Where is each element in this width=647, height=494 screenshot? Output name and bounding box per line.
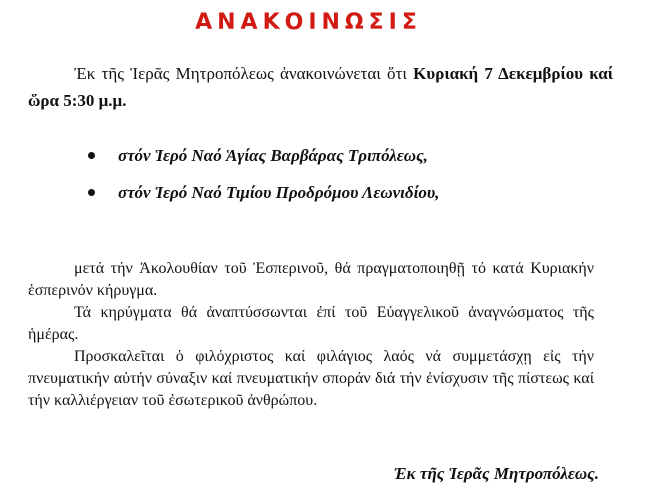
bullet-icon: [88, 189, 95, 196]
church-item: [88, 183, 439, 203]
body-text: [28, 258, 594, 412]
intro-text: Ἐκ τῆς Ἱερᾶς Μητροπόλεως ἀνακοινώνεται ὅτι: [74, 64, 414, 83]
announcement-title: ΑΝΑΚΟΙΝΩΣΙΣ: [195, 10, 422, 35]
paragraph: μετά τήν Ἀκολουθίαν τοῦ Ἑσπερινοῦ, θά πραγματοποιηθῇ τό κατά Κυριακήν ἑσπερινόν κήρυγμα.: [28, 260, 594, 299]
intro-date: Κυριακή 7 Δεκεμβρίου καί ὥρα 5:30 μ.μ.: [28, 64, 613, 110]
signature: Ἐκ τῆς Ἱερᾶς Μητροπόλεως.: [393, 464, 599, 483]
paragraph: Τά κηρύγματα θά ἀναπτύσσωνται ἐπί τοῦ Εὐαγγελικοῦ ἀναγνώσματος τῆς ἡμέρας.: [28, 304, 594, 343]
paragraph: Προσκαλεῖται ὁ φιλόχριστος καί φιλάγιος λαός νά συμμετάσχῃ εἰς τήν πνευματικήν αὐτήν σύναξιν καί πνευματικήν σποράν διά τήν ἐνίσχυσιν τῆς πίστεως καί τήν καλλιέργειαν τοῦ ἐσωτερικοῦ ἀνθρώπου.: [28, 348, 594, 409]
church-item: [88, 146, 439, 166]
bullet-icon: [88, 152, 95, 159]
intro-paragraph: [28, 60, 613, 114]
church-list: [88, 146, 439, 220]
church-item-label: στόν Ἱερό Ναό Ἁγίας Βαρβάρας Τριπόλεως,: [118, 146, 428, 165]
church-item-label: στόν Ἱερό Ναό Τιμίου Προδρόμου Λεωνιδίου,: [118, 183, 440, 202]
